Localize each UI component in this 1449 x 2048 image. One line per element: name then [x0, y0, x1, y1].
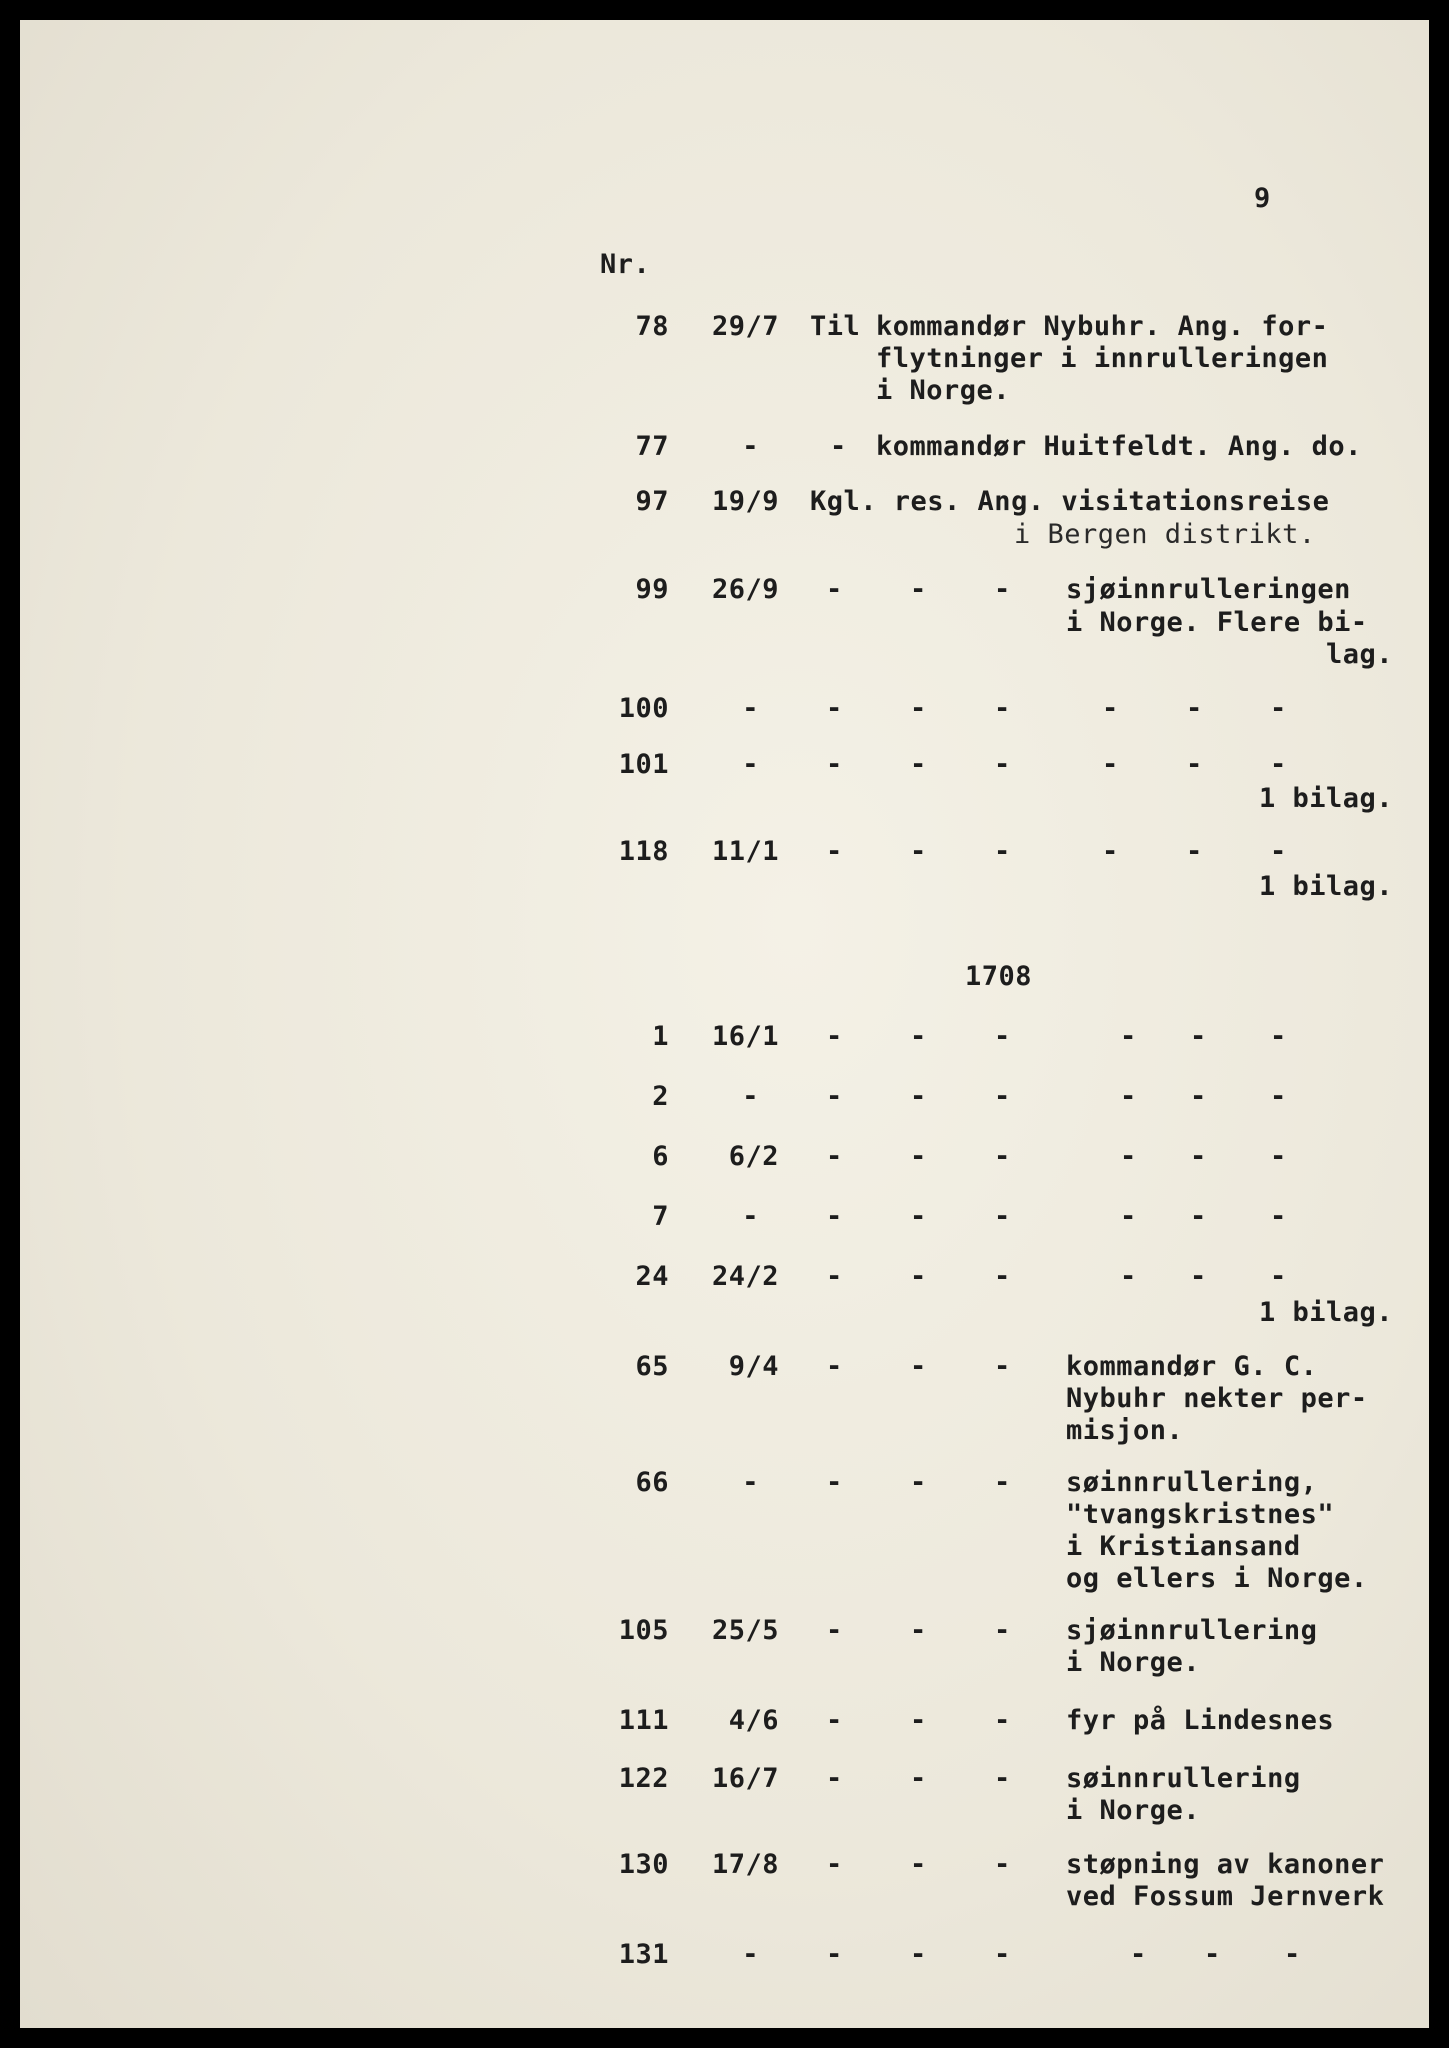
entry-date: 29/7 — [711, 311, 779, 342]
entry-dash: - — [826, 1849, 843, 1880]
entry-text-line: Nybuhr nekter per- — [1066, 1383, 1368, 1414]
entry-dash: - — [826, 1351, 843, 1382]
entry-date: 24/2 — [711, 1261, 779, 1292]
entry-dash: - — [910, 1705, 927, 1736]
entry-dash: - — [910, 1021, 927, 1052]
entry-dash: - — [1186, 749, 1203, 780]
entry-text-line: misjon. — [1066, 1415, 1184, 1446]
entry-text-line: flytninger i innrulleringen — [876, 343, 1329, 374]
entry-dash: - — [1186, 693, 1203, 724]
entry-dash: - — [910, 1261, 927, 1292]
entry-dash: - — [1120, 1141, 1137, 1172]
entry-dash: - — [910, 749, 927, 780]
entry-number: 1 — [652, 1021, 669, 1052]
entry-dash: - — [910, 1939, 927, 1970]
entry-dash: - — [994, 1141, 1011, 1172]
entry-dash: - — [1120, 1021, 1137, 1052]
entry-text-line: kommandør G. C. — [1066, 1351, 1318, 1382]
entry-number: 77 — [635, 431, 669, 462]
entry-text-line: og ellers i Norge. — [1066, 1563, 1368, 1594]
entry-number: 99 — [635, 574, 669, 605]
entry-dash: - — [826, 1081, 843, 1112]
entry-date: - — [742, 1467, 759, 1498]
entry-text-line: Kgl. res. Ang. visitationsreise — [810, 486, 1330, 517]
entry-date: 11/1 — [711, 836, 779, 867]
entry-dash: - — [1270, 693, 1287, 724]
entry-dash: - — [830, 431, 847, 462]
entry-number: 65 — [635, 1351, 669, 1382]
entry-dash: - — [910, 1615, 927, 1646]
entry-addressee-prefix: Til — [810, 311, 861, 342]
entry-dash: - — [994, 1939, 1011, 1970]
entry-text-line: støpning av kanoner — [1066, 1849, 1385, 1880]
entry-date: 19/9 — [711, 486, 779, 517]
entry-number: 2 — [652, 1081, 669, 1112]
entry-dash: - — [1190, 1081, 1207, 1112]
entry-note: 1 bilag. — [1258, 783, 1393, 814]
entry-number: 131 — [618, 1939, 669, 1970]
entry-dash: - — [1190, 1141, 1207, 1172]
entry-dash: - — [910, 836, 927, 867]
entry-dash: - — [910, 1081, 927, 1112]
entry-note: 1 bilag. — [1258, 871, 1393, 902]
entry-dash: - — [994, 1467, 1011, 1498]
entry-date: 25/5 — [711, 1615, 779, 1646]
entry-note: 1 bilag. — [1258, 1297, 1393, 1328]
entry-date: - — [742, 1939, 759, 1970]
entry-date: - — [742, 693, 759, 724]
entry-dash: - — [994, 1261, 1011, 1292]
entry-dash: - — [1204, 1939, 1221, 1970]
entry-dash: - — [1190, 1021, 1207, 1052]
entry-dash: - — [1190, 1201, 1207, 1232]
entry-dash: - — [994, 1849, 1011, 1880]
entry-dash: - — [1120, 1261, 1137, 1292]
entry-date: 4/6 — [728, 1705, 779, 1736]
entry-dash: - — [994, 693, 1011, 724]
entry-dash: - — [910, 574, 927, 605]
entry-dash: - — [1130, 1939, 1147, 1970]
entry-text-line: fyr på Lindesnes — [1066, 1705, 1335, 1736]
entry-dash: - — [1120, 1081, 1137, 1112]
entry-dash: - — [994, 1705, 1011, 1736]
entry-dash: - — [910, 1141, 927, 1172]
entry-number: 118 — [618, 836, 669, 867]
entry-dash: - — [826, 1261, 843, 1292]
entry-date: 6/2 — [728, 1141, 779, 1172]
entry-date: 17/8 — [711, 1849, 779, 1880]
entry-dash: - — [1270, 749, 1287, 780]
document-page — [20, 20, 1429, 2028]
entry-text-line: lag. — [1325, 639, 1393, 670]
entry-dash: - — [826, 1201, 843, 1232]
entry-dash: - — [826, 1467, 843, 1498]
page-number: 9 — [1254, 183, 1271, 214]
entry-number: 111 — [618, 1705, 669, 1736]
entry-dash: - — [1270, 1021, 1287, 1052]
entry-text-line: sjøinnrullering — [1066, 1615, 1318, 1646]
entry-dash: - — [826, 1705, 843, 1736]
entry-dash: - — [1120, 1201, 1137, 1232]
entry-number: 122 — [618, 1763, 669, 1794]
entry-number: 97 — [635, 486, 669, 517]
entry-number: 24 — [635, 1261, 669, 1292]
entry-dash: - — [994, 1763, 1011, 1794]
entry-number: 7 — [652, 1201, 669, 1232]
entry-dash: - — [910, 1201, 927, 1232]
entry-dash: - — [1102, 749, 1119, 780]
entry-dash: - — [826, 836, 843, 867]
entry-dash: - — [826, 574, 843, 605]
entry-date: - — [742, 1081, 759, 1112]
entry-number: 101 — [618, 749, 669, 780]
entry-date: 9/4 — [728, 1351, 779, 1382]
entry-date: - — [742, 431, 759, 462]
entry-dash: - — [994, 749, 1011, 780]
entry-text-line: sjøinnrulleringen — [1066, 574, 1351, 605]
entry-dash: - — [994, 1201, 1011, 1232]
entry-dash: - — [910, 1849, 927, 1880]
entry-date: 26/9 — [711, 574, 779, 605]
entry-dash: - — [994, 1351, 1011, 1382]
entry-number: 78 — [635, 311, 669, 342]
entry-dash: - — [826, 1939, 843, 1970]
entry-text-line: i Norge. — [1066, 1795, 1201, 1826]
entry-dash: - — [826, 1615, 843, 1646]
entry-dash: - — [910, 1351, 927, 1382]
entry-dash: - — [1270, 1261, 1287, 1292]
entry-dash: - — [1102, 693, 1119, 724]
entry-text-line: "tvangskristnes" — [1066, 1499, 1335, 1530]
entry-dash: - — [1186, 836, 1203, 867]
entry-dash: - — [994, 1081, 1011, 1112]
entry-number: 130 — [618, 1849, 669, 1880]
year-heading: 1708 — [965, 961, 1033, 992]
entry-date: - — [742, 749, 759, 780]
entry-text-line: i Bergen distrikt. — [1014, 519, 1316, 550]
entry-number: 66 — [635, 1467, 669, 1498]
entry-text-line: søinnrullering, — [1066, 1467, 1318, 1498]
entry-date: - — [742, 1201, 759, 1232]
entry-date: 16/1 — [711, 1021, 779, 1052]
entry-dash: - — [826, 1763, 843, 1794]
entry-text-line: kommandør Huitfeldt. Ang. do. — [876, 431, 1362, 462]
entry-dash: - — [910, 1467, 927, 1498]
entry-dash: - — [994, 574, 1011, 605]
entry-dash: - — [826, 693, 843, 724]
entry-dash: - — [1270, 836, 1287, 867]
entry-number: 105 — [618, 1615, 669, 1646]
entry-dash: - — [826, 1141, 843, 1172]
entry-text-line: ved Fossum Jernverk — [1066, 1881, 1385, 1912]
entry-date: 16/7 — [711, 1763, 779, 1794]
entry-dash: - — [1102, 836, 1119, 867]
entry-text-line: søinnrullering — [1066, 1763, 1301, 1794]
entry-dash: - — [826, 749, 843, 780]
entry-dash: - — [910, 693, 927, 724]
entry-text-line: kommandør Nybuhr. Ang. for- — [876, 311, 1329, 342]
entry-text-line: i Norge. Flere bi- — [1066, 607, 1368, 638]
entry-dash: - — [994, 1615, 1011, 1646]
entry-number: 6 — [652, 1141, 669, 1172]
entry-dash: - — [994, 1021, 1011, 1052]
entry-dash: - — [1284, 1939, 1301, 1970]
entry-dash: - — [1270, 1141, 1287, 1172]
entry-text-line: i Norge. — [876, 375, 1011, 406]
entry-dash: - — [1190, 1261, 1207, 1292]
entry-dash: - — [1270, 1201, 1287, 1232]
entry-dash: - — [994, 836, 1011, 867]
entry-dash: - — [910, 1763, 927, 1794]
entry-number: 100 — [618, 693, 669, 724]
entry-dash: - — [1270, 1081, 1287, 1112]
entry-text-line: i Kristiansand — [1066, 1531, 1301, 1562]
entry-text-line: i Norge. — [1066, 1647, 1201, 1678]
entry-dash: - — [826, 1021, 843, 1052]
nr-column-header: Nr. — [600, 249, 651, 280]
